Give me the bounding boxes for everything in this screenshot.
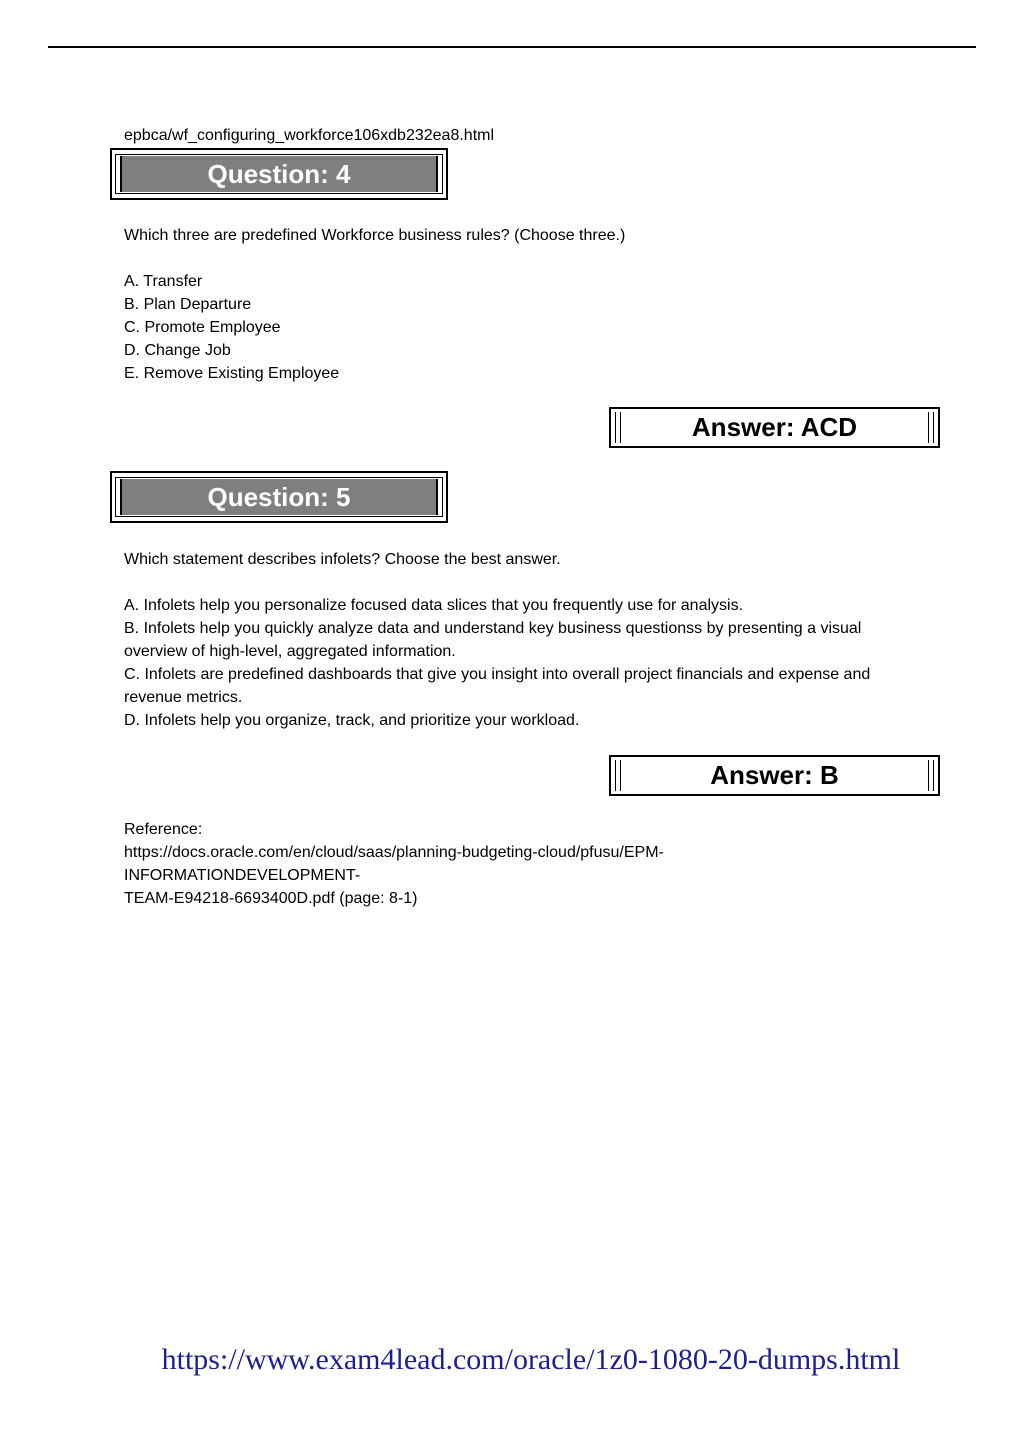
question-box-fill <box>120 479 438 515</box>
question-4-text: Which three are predefined Workforce business rules? (Choose three.) <box>124 227 626 244</box>
reference-line: https://docs.oracle.com/en/cloud/saas/planning-budgeting-cloud/pfusu/EPM- <box>124 844 664 861</box>
reference-line: INFORMATIONDEVELOPMENT- <box>124 867 361 884</box>
footer-link[interactable]: https://www.exam4lead.com/oracle/1z0-1080-20-dumps.html <box>161 1343 901 1376</box>
question-4-options <box>124 270 924 385</box>
reference-line: TEAM-E94218-6693400D.pdf (page: 8-1) <box>124 890 418 907</box>
option-b: B. Plan Departure <box>124 296 252 313</box>
option-d: D. Infolets help you organize, track, and prioritize your workload. <box>124 712 580 729</box>
question-5-answer: Answer: B <box>710 760 839 790</box>
option-a: A. Infolets help you personalize focused data slices that you frequently use for analysis. <box>124 597 744 614</box>
top-divider <box>48 46 976 48</box>
question-5-answer-box <box>609 755 940 796</box>
reference-label: Reference: <box>124 821 203 838</box>
option-c: C. Promote Employee <box>124 319 281 336</box>
question-5-text: Which statement describes infolets? Choose the best answer. <box>124 551 561 568</box>
option-a: A. Transfer <box>124 273 203 290</box>
question-5-options <box>124 594 924 732</box>
option-d: D. Change Job <box>124 342 231 359</box>
question-5-header <box>110 471 448 523</box>
question-4-header <box>110 148 448 200</box>
question-4-label: Question: 4 <box>207 158 351 189</box>
question-4-answer-box <box>609 407 940 448</box>
reference-block <box>124 818 924 910</box>
option-e: E. Remove Existing Employee <box>124 365 340 382</box>
question-4-answer: Answer: ACD <box>691 412 858 442</box>
option-b: B. Infolets help you quickly analyze data and understand key business questionss by presenting a visual overview of high-level, aggregated information. <box>124 620 862 660</box>
question-5-label: Question: 5 <box>207 481 351 512</box>
question-box-fill <box>120 156 438 192</box>
header-url-fragment: epbca/wf_configuring_workforce106xdb232ea8.html <box>124 127 495 144</box>
option-c: C. Infolets are predefined dashboards that give you insight into overall project financials and expense and revenue metrics. <box>124 666 871 706</box>
